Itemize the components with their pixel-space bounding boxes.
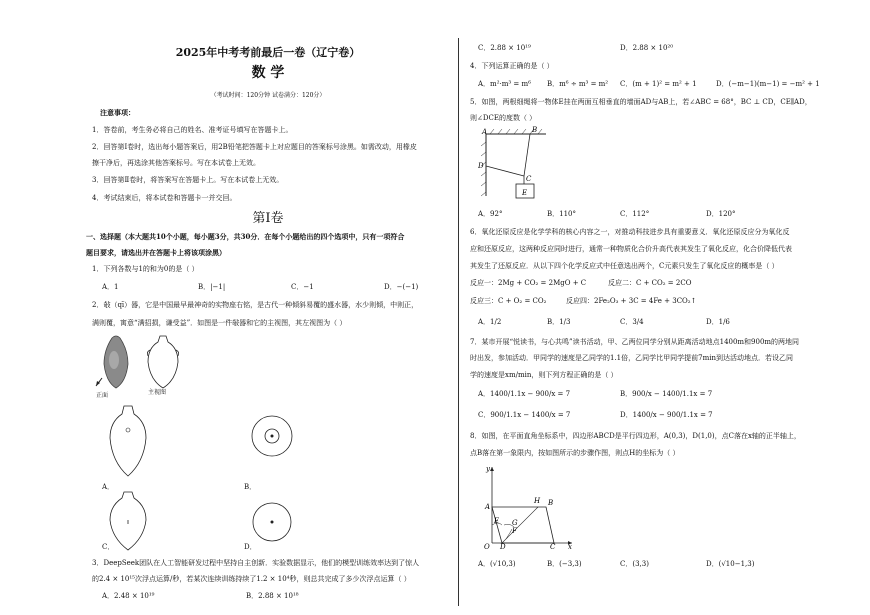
q5-label-b: B — [532, 126, 538, 134]
q5-stem: 5．如图，两根细绳将一物体E挂在两面互相垂直的墙面AD与AB上，若∠ABC = 68°，BC ⊥ CD，CE∥AD， — [470, 98, 812, 106]
q1-option-b: B．|−1| — [198, 283, 226, 291]
qi-vessel-figure — [92, 330, 202, 392]
q8-label-g: G — [512, 519, 518, 527]
q7-stem: 学的速度是xm/min，则下列方程正确的是（ ） — [470, 371, 618, 379]
q8-coordinate-figure — [476, 463, 576, 549]
q6-reaction: 反应二：C + CO₂ = 2CO — [608, 279, 692, 287]
q3-option-c: C．2.88 × 10¹⁹ — [478, 44, 531, 52]
subject-title: 数 学 — [251, 65, 285, 81]
q8-label-e: E — [494, 517, 500, 525]
q6-stem: 6．氧化还原反应是化学学科的核心内容之一，对推动科技进步具有重要意义．氧化还原反应分为氧化反 — [470, 228, 790, 236]
q6-option-b: B．1/3 — [547, 318, 571, 326]
q5-label-a: A — [482, 128, 488, 136]
q1-option-c: C．−1 — [291, 283, 314, 291]
q8-label-h: H — [534, 497, 541, 505]
q1-option-a: A．1 — [102, 283, 119, 291]
q5-label-d: D — [478, 162, 484, 170]
note-item: 4．考试结束后，将本试卷和答题卡一并交回。 — [92, 194, 237, 202]
q8-label-f: F — [512, 527, 517, 535]
q8-option-c: C．(3,3) — [620, 560, 649, 568]
q5-option-d: D．120° — [706, 210, 736, 218]
q8-option-a: A．(√10,3) — [478, 560, 516, 568]
q7-option-b: B．900/x − 1400/1.1x = 7 — [620, 390, 713, 398]
q4-option-a: A．m²·m³ = m⁶ — [478, 80, 531, 88]
q2-stem: 满则覆，寓意“满招损，谦受益”．如图是一件敧器和它的主视图，其左视图为（ ） — [92, 319, 347, 327]
q6-stem: 其发生了还原反应．从以下四个化学反应式中任意选出两个，C元素只发生了氧化反应的概率是（ ） — [470, 262, 779, 270]
q3-option-a: A．2.48 × 10¹⁹ — [102, 592, 155, 600]
note-item: 3．回答第Ⅱ卷时，将答案写在答题卡上。写在本试卷上无效。 — [92, 176, 284, 184]
section-title: 第Ⅰ卷 — [252, 211, 284, 226]
q2-main-view-label: 主视图 — [148, 389, 167, 396]
section-instruction: 题目要求，请选出并在答题卡上将该项涂黑） — [86, 248, 226, 257]
q1-stem: 1．下列各数与1的和为0的是（ ） — [92, 265, 199, 273]
q5-stem: 则∠DCE的度数（ ） — [470, 114, 537, 122]
q6-option-a: A．1/2 — [478, 318, 502, 326]
q7-option-a: A．1400/1.1x − 900/x = 7 — [478, 390, 571, 398]
q8-option-d: D．(√10−1,3) — [706, 560, 755, 568]
q4-option-c: C．(m + 1)² = m² + 1 — [620, 80, 697, 88]
note-item: 1．答卷前，考生务必将自己的姓名、准考证号填写在答题卡上。 — [92, 126, 293, 134]
q6-reaction: 反应三：C + O₂ = CO₂ — [470, 297, 547, 305]
q8-option-b: B．(−3,3) — [547, 560, 582, 568]
q3-stem: 3．DeepSeek团队在人工智能研发过程中坚持自主创新．实验数据显示，他们的模型训练效率达到了惊人 — [92, 559, 420, 567]
q7-stem: 7．某市开展“悦读书，与心共鸣”读书活动，甲、乙两位同学分别从距离活动地点1400m和900m的两地同 — [470, 338, 800, 346]
q8-label-d: D — [500, 543, 506, 549]
q5-option-c: C．112° — [620, 210, 650, 218]
q8-label-a: A — [485, 503, 491, 511]
q2-option-c-figure — [108, 490, 168, 552]
q6-option-d: D．1/6 — [706, 318, 730, 326]
q5-figure — [478, 126, 568, 206]
q3-stem: 的2.4 × 10¹⁵次浮点运算/秒，若某次连续训练持续了1.2 × 10⁴秒，则总共完成了多少次浮点运算（ ） — [92, 575, 411, 583]
q8-label-o: O — [484, 543, 490, 549]
note-item: 擦干净后，再选涂其他答案标号。写在本试卷上无效。 — [92, 159, 260, 167]
q5-label-e: E — [522, 189, 528, 197]
q2-stem: 2．敧（qī）器，它是中国最早最神奇的实物座右铭，是古代一种倾斜易覆的盛水器，水少则倾，中则正， — [92, 301, 419, 309]
q4-stem: 4．下列运算正确的是（ ） — [470, 62, 554, 70]
q2-option-d-figure — [248, 500, 308, 550]
q6-stem: 应和还原反应，这两种反应同时进行，通常一种物质化合价升高代表其发生了氧化反应，化合价降低代表 — [470, 245, 792, 253]
q6-reaction: 反应一：2Mg + CO₂ = 2MgO + C — [470, 279, 587, 287]
q2-option-d: D． — [244, 543, 257, 551]
q2-front-label: 正面 — [96, 392, 109, 399]
q4-option-b: B．m⁶ ÷ m³ = m² — [547, 80, 609, 88]
q6-option-c: C．3/4 — [620, 318, 644, 326]
exam-info: （考试时间：120分钟 试卷满分：120分） — [210, 92, 326, 99]
q1-option-d: D．−(−1) — [384, 283, 419, 291]
q4-option-d: D．(−m−1)(m−1) = −m² + 1 — [716, 80, 820, 88]
q7-stem: 时出发，参加活动．甲同学的速度是乙同学的1.1倍，乙同学比甲同学提前7min到达活动地点．若设乙同 — [470, 354, 793, 362]
q6-reaction: 反应四：2Fe₂O₃ + 3C = 4Fe + 3CO₂↑ — [566, 297, 697, 305]
q3-option-b: B．2.88 × 10¹⁸ — [246, 592, 299, 600]
note-item: 2．回答第Ⅰ卷时，选出每小题答案后，用2B铅笔把答题卡上对应题目的答案标号涂黑。如需改动，用橡皮 — [92, 143, 417, 151]
q7-option-c: C．900/1.1x − 1400/x = 7 — [478, 411, 571, 419]
q3-option-d: D．2.88 × 10²⁰ — [620, 44, 674, 52]
q7-option-d: D．1400/x − 900/1.1x = 7 — [620, 411, 713, 419]
q5-label-c: C — [526, 175, 532, 183]
q2-option-a-figure — [108, 402, 168, 482]
q8-label-b: B — [548, 499, 554, 507]
q8-label-c: C — [550, 543, 556, 549]
q8-label-y: y — [486, 465, 490, 473]
q2-option-c: C． — [102, 543, 115, 551]
q5-option-b: B．110° — [547, 210, 577, 218]
q5-option-a: A．92° — [478, 210, 503, 218]
section-instruction: 一、选择题（本大题共10个小题，每小题3分，共30分．在每个小题给出的四个选项中，只有一项符合 — [86, 232, 405, 241]
column-divider — [458, 38, 459, 606]
q2-option-b: B． — [244, 483, 257, 491]
notes-heading: 注意事项： — [100, 108, 135, 117]
exam-title: 2025年中考考前最后一卷（辽宁卷） — [175, 46, 361, 59]
q8-label-x: x — [568, 543, 572, 549]
q8-stem: 点B落在第一象限内，按如图所示的步骤作图，则点H的坐标为（ ） — [470, 449, 680, 457]
q2-option-a: A． — [102, 483, 115, 491]
q2-option-b-figure — [248, 410, 308, 470]
q8-stem: 8．如图，在平面直角坐标系中，四边形ABCD是平行四边形，A(0,3)，D(1,0)，点C落在x轴的正半轴上， — [470, 432, 801, 440]
